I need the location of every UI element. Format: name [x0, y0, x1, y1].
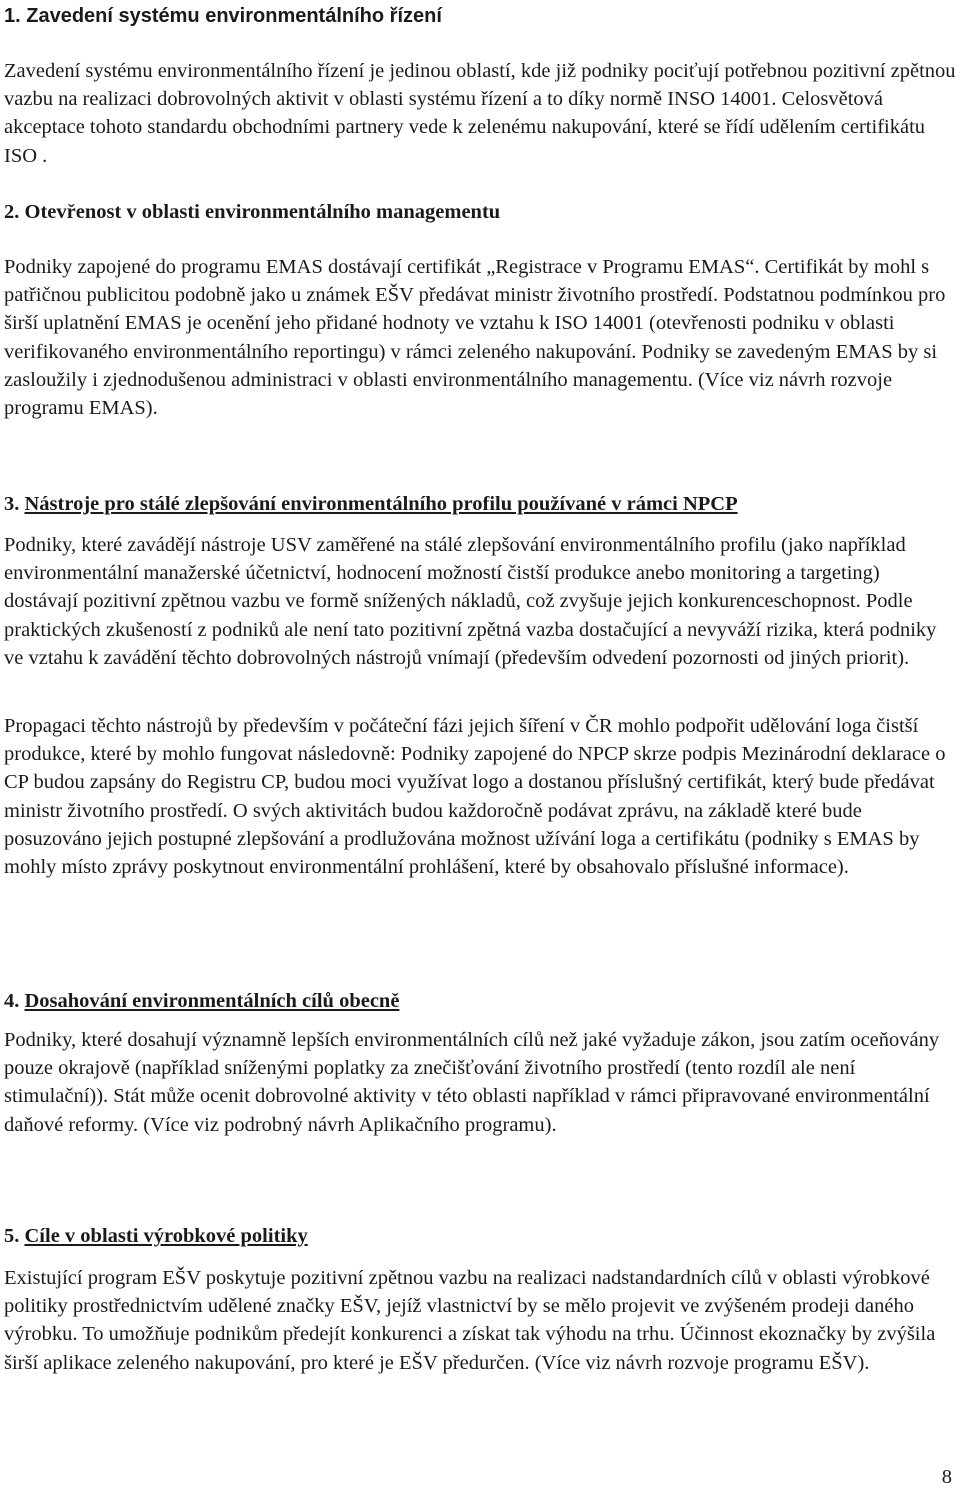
section-3-body-2 — [4, 712, 958, 881]
section-5-number: 5. — [4, 1225, 20, 1247]
section-4-title: Dosahování environmentálních cílů obecně — [24, 990, 400, 1012]
section-3-body-1 — [4, 531, 958, 672]
section-5-body — [4, 1264, 958, 1377]
section-5-title: Cíle v oblasti výrobkové politiky — [24, 1225, 308, 1247]
section-1-heading: 1. Zavedení systému environmentálního řízení — [4, 5, 442, 27]
section-4-paragraph: Podniky, které dosahují významně lepších environmentálních cílů než jaké vyžaduje zákon, jsou zatím oceňovány pouze okrajově (například sníženými poplatky za znečišťování životního prostředí (tento rozdíl ale není stimulační)). Stát může ocenit dobrovolné aktivity v této oblasti například v rámci připravované environmentální daňové reformy. (Více viz podrobný návrh Aplikačního programu). — [4, 1029, 940, 1136]
section-2-body — [4, 253, 958, 422]
section-3-paragraph-1: Podniky, které zavádějí nástroje USV zaměřené na stálé zlepšování environmentálního profilu (jako například environmentální manažerské účetnictví, hodnocení možností čistší produkce anebo monitoring a targeting) dostávají pozitivní zpětnou vazbu ve formě snížených nákladů, což zvyšuje jejich konkurenceschopnost. Podle praktických zkušeností z podniků ale není tato pozitivní zpětná vazba dostačující a nevyváží rizika, která podniky ve vztahu k zavádění těchto dobrovolných nástrojů vnímají (především odvedení pozornosti od jiných priorit). — [4, 534, 937, 669]
section-4 — [4, 987, 958, 1015]
section-1-body — [4, 57, 958, 170]
section-3 — [4, 490, 958, 518]
section-4-number: 4. — [4, 990, 20, 1012]
section-3-number: 3. — [4, 493, 20, 515]
section-2-paragraph: Podniky zapojené do programu EMAS dostávají certifikát „Registrace v Programu EMAS“. Certifikát by mohl s patřičnou publicitou podobně jako u známek EŠV předávat ministr životního prostředí. Podstatnou podmínkou pro širší uplatnění EMAS je ocenění jeho přidané hodnoty ve vztahu k ISO 14001 (otevřenosti podniku v oblasti verifikovaného environmentálního reportingu) v rámci zeleného nakupování. Podniky se zavedeným EMAS by si zasloužily i zjednodušenou administraci v oblasti environmentálního managementu. (Více viz návrh rozvoje programu EMAS). — [4, 256, 946, 420]
section-2 — [4, 198, 958, 226]
section-2-number: 2. — [4, 201, 20, 223]
section-5 — [4, 1222, 958, 1250]
section-3-paragraph-2: Propagaci těchto nástrojů by především v počáteční fázi jejich šíření v ČR mohlo podpořit udělování loga čistší produkce, které by mohlo fungovat následovně: Podniky zapojené do NPCP skrze podpis Mezinárodní deklarace o CP budou zapsány do Registru CP, budou moci využívat logo a dostanou příslušný certifikát, který bude předávat ministr životního prostředí. O svých aktivitách budou každoročně podávat zprávu, na základě které bude posuzováno jejich postupné zlepšování a prodlužována možnost užívání loga a certifikátu (podniky s EMAS by mohly místo zprávy poskytnout environmentální prohlášení, které by obsahovalo příslušné informace). — [4, 715, 946, 879]
section-5-paragraph: Existující program EŠV poskytuje pozitivní zpětnou vazbu na realizaci nadstandardních cílů v oblasti výrobkové politiky prostřednictvím udělené značky EŠV, jejíž vlastnictví by se mělo projevit ve zvýšeném prodeji daného výrobku. To umožňuje podnikům předejít konkurenci a získat tak výhodu na trhu. Účinnost ekoznačky by zvýšila širší aplikace zeleného nakupování, pro které je EŠV předurčen. (Více viz návrh rozvoje programu EŠV). — [4, 1267, 936, 1374]
section-4-body — [4, 1026, 958, 1139]
section-3-heading — [4, 490, 958, 518]
section-2-title: Otevřenost v oblasti environmentálního managementu — [24, 201, 501, 223]
section-2-heading — [4, 198, 958, 226]
section-3-title: Nástroje pro stálé zlepšování environmentálního profilu používané v rámci NPCP — [24, 493, 738, 515]
section-5-heading — [4, 1222, 958, 1250]
page-number: 8 — [941, 1466, 952, 1488]
section-4-heading — [4, 987, 958, 1015]
section-1-paragraph: Zavedení systému environmentálního řízení je jedinou oblastí, kde již podniky pociťují potřebnou pozitivní zpětnou vazbu na realizaci dobrovolných aktivit v oblasti systému řízení a to díky normě INSO 14001. Celosvětová akceptace tohoto standardu obchodními partnery vede k zelenému nakupování, které se řídí udělením certifikátu ISO . — [4, 60, 956, 167]
